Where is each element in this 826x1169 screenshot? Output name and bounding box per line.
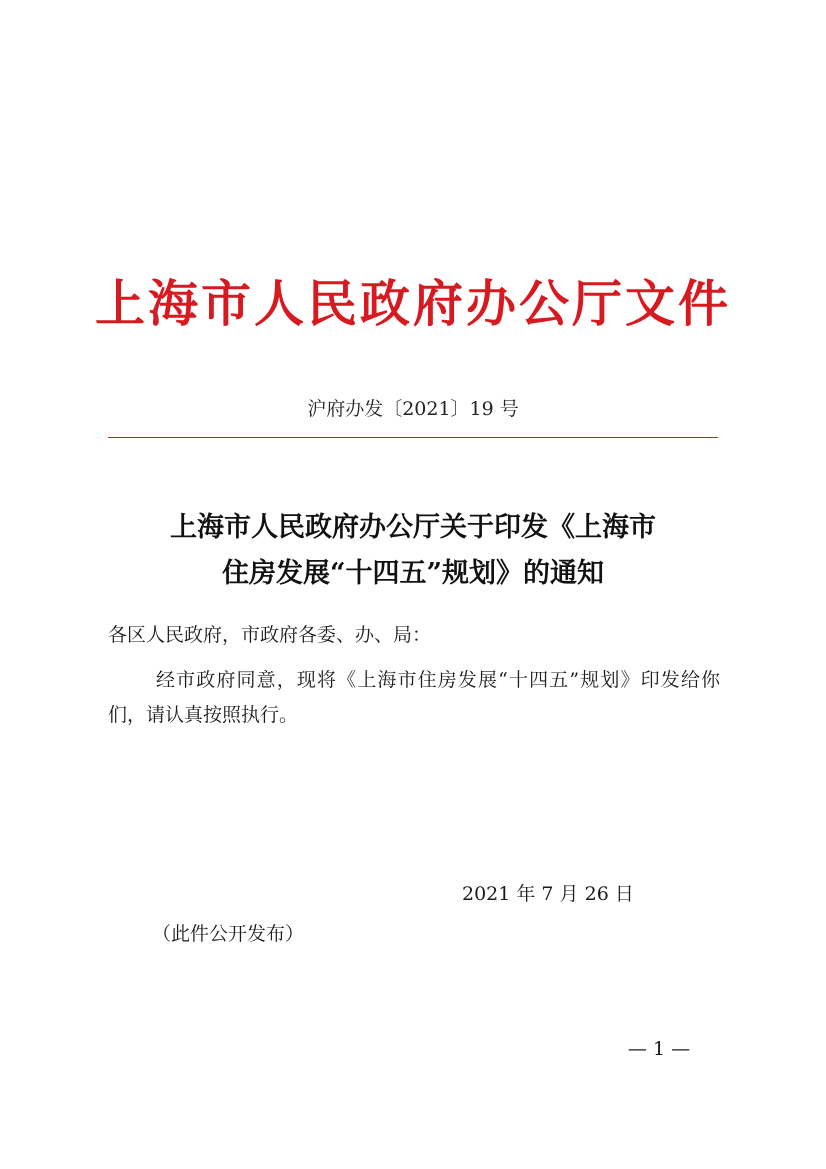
addressee: 各区人民政府，市政府各委、办、局： [108,624,432,646]
notice-title-line-1: 上海市人民政府办公厅关于印发《上海市 [170,512,656,543]
red-divider-line [108,437,718,438]
issue-date: 2021 年 7 月 26 日 [462,883,634,905]
document-number: 沪府办发〔2021〕19 号 [307,398,519,420]
notice-title-line-2: 住房发展“十四五”规划》的通知 [221,558,605,589]
page-number: — 1 — [627,1038,691,1060]
issuer-heading: 上海市人民政府办公厅文件 [95,274,731,333]
notice-title [0,505,826,597]
body-paragraph: 经市政府同意，现将《上海市住房发展“十四五”规划》印发给你们，请认真按照执行。 [108,669,720,726]
publication-note: （此件公开发布） [152,923,305,945]
